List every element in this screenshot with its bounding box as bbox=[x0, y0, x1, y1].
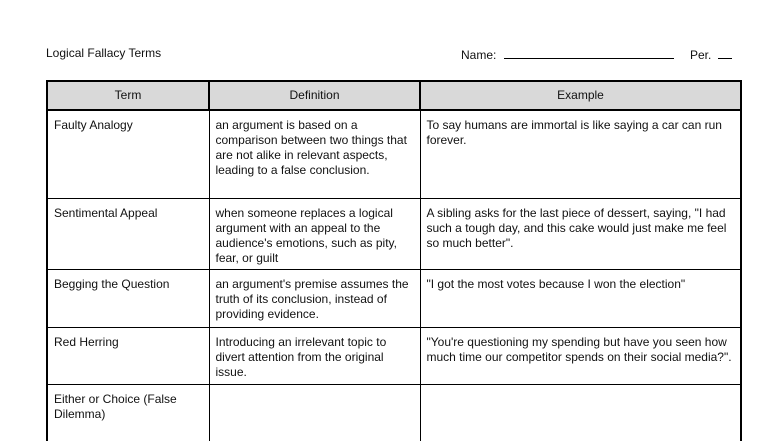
example-cell[interactable] bbox=[420, 385, 741, 441]
definition-cell: an argument's premise assumes the truth of its conclusion, instead of providing evidence. bbox=[209, 270, 420, 328]
name-field[interactable] bbox=[461, 46, 674, 62]
table-row bbox=[47, 385, 741, 441]
period-field[interactable] bbox=[690, 46, 732, 62]
period-label: Per. bbox=[690, 48, 712, 62]
table-row bbox=[47, 110, 741, 199]
definition-cell[interactable] bbox=[209, 385, 420, 441]
term-cell: Sentimental Appeal bbox=[47, 199, 209, 270]
definition-cell: when someone replaces a logical argument with an appeal to the audience's emotions, such as pity, fear, or guilt bbox=[209, 199, 420, 270]
name-blank-line[interactable] bbox=[504, 46, 674, 59]
fallacy-table bbox=[46, 80, 742, 441]
example-cell: "You're questioning my spending but have you seen how much time our competitor spends on their social media?". bbox=[420, 328, 741, 385]
example-cell: "I got the most votes because I won the election" bbox=[420, 270, 741, 328]
example-cell: To say humans are immortal is like saying a car can run forever. bbox=[420, 110, 741, 199]
column-header-definition: Definition bbox=[209, 81, 420, 110]
definition-cell: an argument is based on a comparison between two things that are not alike in relevant aspects, leading to a false conclusion. bbox=[209, 110, 420, 199]
document-title: Logical Fallacy Terms bbox=[46, 46, 162, 60]
name-label: Name: bbox=[461, 48, 497, 62]
period-blank-line[interactable] bbox=[718, 46, 732, 59]
definition-cell: Introducing an irrelevant topic to divert attention from the original issue. bbox=[209, 328, 420, 385]
term-cell: Begging the Question bbox=[47, 270, 209, 328]
column-header-example: Example bbox=[420, 81, 741, 110]
table-header-row bbox=[47, 81, 741, 110]
column-header-term: Term bbox=[47, 81, 209, 110]
table-row bbox=[47, 328, 741, 385]
table-row bbox=[47, 199, 741, 270]
term-cell: Either or Choice (False Dilemma) bbox=[47, 385, 209, 441]
table-row bbox=[47, 270, 741, 328]
example-cell: A sibling asks for the last piece of dessert, saying, "I had such a tough day, and this cake would just make me feel so much better". bbox=[420, 199, 741, 270]
term-cell: Red Herring bbox=[47, 328, 209, 385]
term-cell: Faulty Analogy bbox=[47, 110, 209, 199]
